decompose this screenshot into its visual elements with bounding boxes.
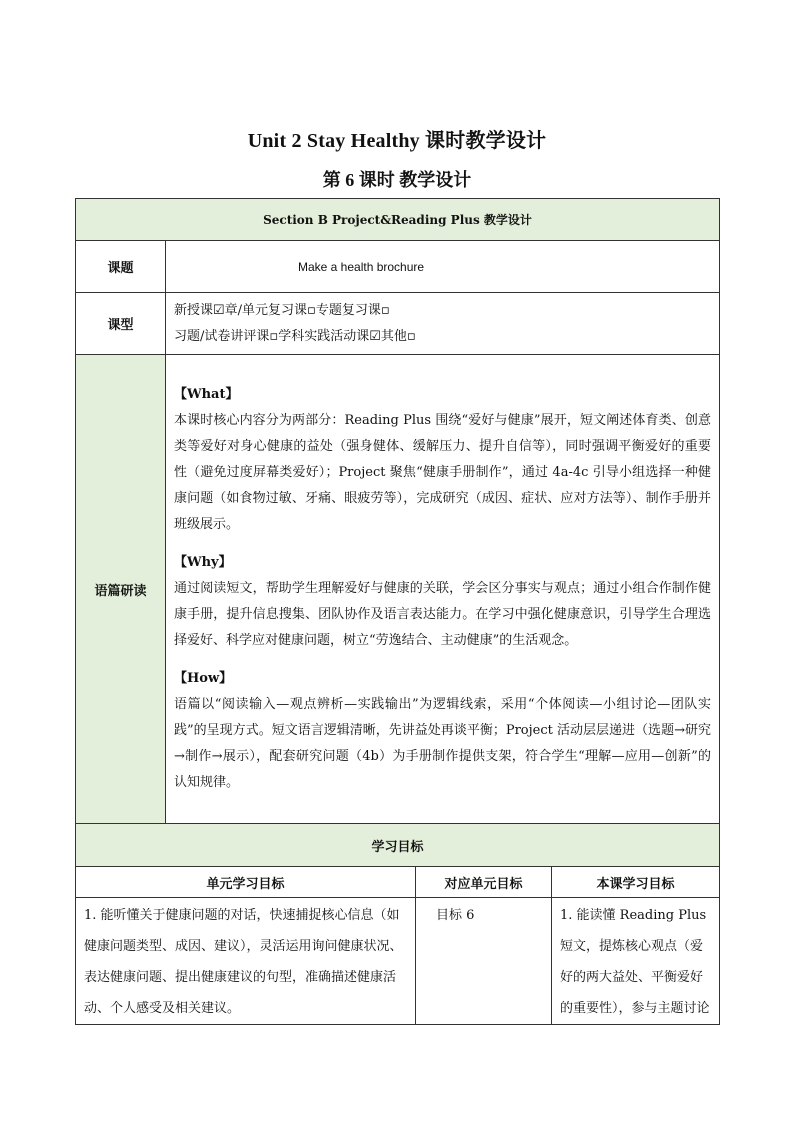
unit-goal-text: 1. 能听懂关于健康问题的对话，快速捕捉核心信息（如健康问题类型、成因、建议），灵活运用询问健康状况、表达健康问题、提出健康建议的句型，准确描述健康活动、个人感受及相关建议。 — [76, 898, 416, 1025]
corresponding-goal-text: 目标 6 — [416, 898, 552, 1025]
analysis-label: 语篇研读 — [76, 355, 166, 824]
type-line-1: 新授课☑章/单元复习课▫专题复习课▫ — [174, 302, 390, 318]
how-heading: 【How】 — [174, 671, 233, 686]
why-text: 通过阅读短文，帮助学生理解爱好与健康的关联，学会区分事实与观点；通过小组合作制作健康手册，提升信息搜集、团队协作及语言表达能力。在学习中强化健康意识，引导学生合理选择爱好、科学应对健康问题，树立“劳逸结合、主动健康”的生活观念。 — [174, 581, 711, 648]
lesson-design-table — [75, 198, 720, 1025]
type-line-2: 习题/试卷讲评课▫学科实践活动课☑其他▫ — [174, 328, 416, 344]
type-label: 课型 — [76, 293, 166, 355]
col-unit-goal: 单元学习目标 — [76, 867, 416, 898]
col-corresponding: 对应单元目标 — [416, 867, 552, 898]
what-heading: 【What】 — [174, 387, 239, 402]
why-heading: 【Why】 — [174, 555, 232, 570]
type-value — [166, 293, 720, 355]
goals-header: 学习目标 — [76, 824, 720, 867]
what-text: 本课时核心内容分为两部分：Reading Plus 围绕“爱好与健康”展开，短文阐述体育类、创意类等爱好对身心健康的益处（强身健体、缓解压力、提升自信等），同时强调平衡爱好的重要性（避免过度屏幕类爱好）；Project 聚焦“健康手册制作”，通过 4a-4c 引导小组选择一种健康问题（如食物过敏、牙痛、眼疲劳等），完成研究（成因、症状、应对方法等）、制作手册并班级展示。 — [174, 413, 711, 532]
analysis-row — [76, 355, 720, 824]
analysis-content — [166, 355, 720, 824]
how-text: 语篇以“阅读输入—观点辨析—实践输出”为逻辑线索，采用“个体阅读—小组讨论—团队实践”的呈现方式。短文语言逻辑清晰，先讲益处再谈平衡；Project 活动层层递进（选题→研究→制作→展示），配套研究问题（4b）为手册制作提供支架，符合学生“理解—应用—创新”的认知规律。 — [174, 697, 711, 790]
section-header: Section B Project&Reading Plus 教学设计 — [76, 199, 720, 241]
lesson-goal-text: 1. 能读懂 Reading Plus 短文，提炼核心观点（爱好的两大益处、平衡爱好的重要性），参与主题讨论 — [552, 898, 720, 1025]
topic-label: 课题 — [76, 241, 166, 293]
type-row — [76, 293, 720, 355]
goal-row — [76, 898, 720, 1025]
document-subtitle: 第 6 课时 教学设计 — [322, 170, 472, 190]
topic-row — [76, 241, 720, 293]
topic-value: Make a health brochure — [166, 241, 720, 293]
col-lesson-goal: 本课学习目标 — [552, 867, 720, 898]
section-header-row — [76, 199, 720, 241]
goals-header-row — [76, 824, 720, 867]
goals-column-header-row — [76, 867, 720, 898]
document-title: Unit 2 Stay Healthy 课时教学设计 — [247, 130, 547, 152]
